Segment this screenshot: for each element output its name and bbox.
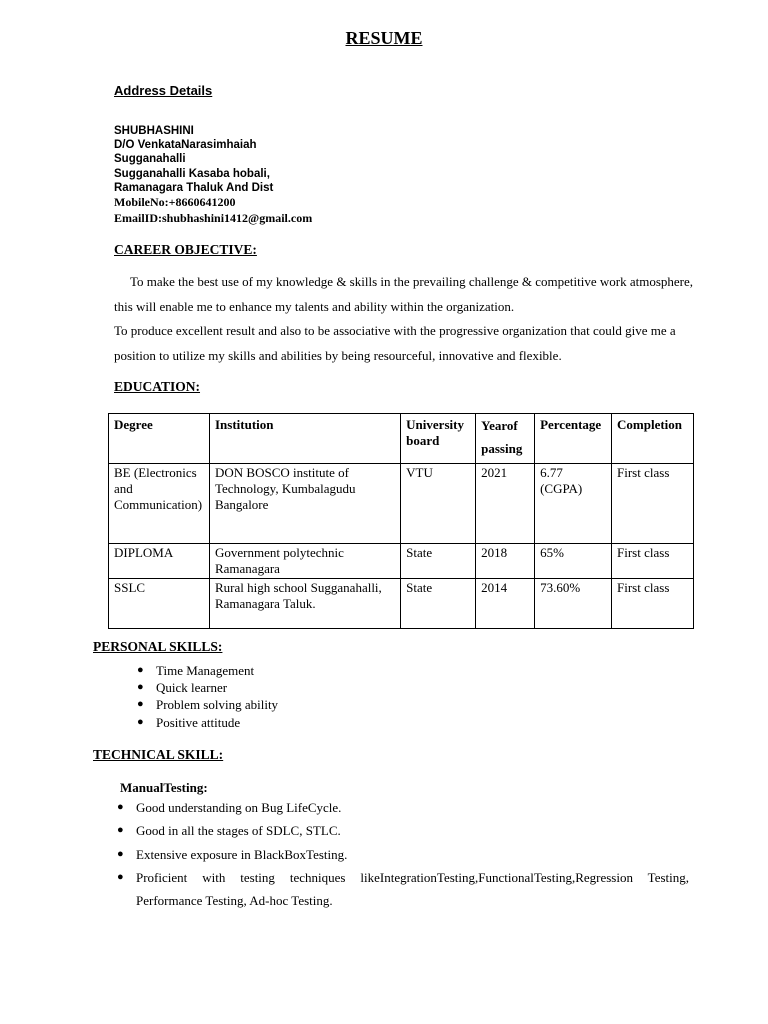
bullet-icon: ● xyxy=(137,698,144,711)
list-item: ● Quick learner xyxy=(137,680,228,696)
table-cell: First class xyxy=(612,579,694,629)
table-row xyxy=(109,579,694,629)
col-institution: Institution xyxy=(209,414,400,464)
page-title: RESUME xyxy=(345,28,423,48)
address-line: Sugganahalli xyxy=(114,153,186,166)
list-item: ● Positive attitude xyxy=(137,714,241,730)
address-line: Sugganahalli Kasaba hobali, xyxy=(114,167,270,180)
list-item: ● Problem solving ability xyxy=(137,697,279,713)
education-table xyxy=(108,413,694,629)
table-cell: State xyxy=(401,579,476,629)
career-objective-text xyxy=(114,270,694,368)
table-cell: 2018 xyxy=(476,544,535,579)
table-header-row xyxy=(109,414,694,464)
table-cell: Government polytechnic Ramanagara xyxy=(209,544,400,579)
candidate-name: SHUBHASHINI xyxy=(114,125,194,137)
list-item: ● Time Management xyxy=(137,663,255,678)
col-completion: Completion xyxy=(612,414,694,464)
table-cell: BE (Electronics and Communication) xyxy=(109,464,210,544)
list-item: ● Good in all the stages of SDLC, STLC. xyxy=(136,819,689,842)
bullet-icon: ● xyxy=(137,664,144,676)
col-percentage: Percentage xyxy=(535,414,612,464)
mobile-number: MobileNo:+8660641200 xyxy=(114,195,236,210)
personal-skills-heading: PERSONAL SKILLS: xyxy=(93,639,223,654)
table-cell: 2021 xyxy=(476,464,535,544)
col-university-board: University board xyxy=(401,414,476,464)
table-row xyxy=(109,464,694,544)
table-cell: DON BOSCO institute of Technology, Kumbalagudu Bangalore xyxy=(209,464,400,544)
address-block xyxy=(114,124,312,225)
table-cell: VTU xyxy=(401,464,476,544)
address-heading: Address Details xyxy=(114,83,213,98)
table-cell: 73.60% xyxy=(535,579,612,629)
list-item: ● Proficient with testing techniques likeIntegrationTesting,FunctionalTesting,Regression Testing, Performance Testing, Ad-hoc Testing. xyxy=(136,866,689,913)
table-cell: DIPLOMA xyxy=(109,544,210,579)
email-address: EmailID:shubhashini1412@gmail.com xyxy=(114,211,313,226)
list-item: ● Good understanding on Bug LifeCycle. xyxy=(136,796,689,819)
table-cell: First class xyxy=(612,464,694,544)
col-year-of-passing: Yearof passing xyxy=(476,414,535,464)
bullet-icon: ● xyxy=(117,847,124,860)
address-line: D/O VenkataNarasimhaiah xyxy=(114,139,257,152)
bullet-icon: ● xyxy=(117,870,124,883)
bullet-icon: ● xyxy=(137,715,144,728)
col-degree: Degree xyxy=(109,414,210,464)
personal-skills-list xyxy=(137,662,279,731)
objective-paragraph: To make the best use of my knowledge & skills in the prevailing challenge & competitive work atmosphere, this will enable me to enhance my talents and ability within the organization. xyxy=(114,274,694,314)
education-heading: EDUCATION: xyxy=(114,379,201,394)
career-objective-heading: CAREER OBJECTIVE: xyxy=(114,242,257,257)
bullet-icon: ● xyxy=(137,681,144,694)
table-cell: SSLC xyxy=(109,579,210,629)
manual-testing-subheading: ManualTesting: xyxy=(120,780,208,795)
table-cell: State xyxy=(401,544,476,579)
table-cell: First class xyxy=(612,544,694,579)
table-cell: 6.77 (CGPA) xyxy=(535,464,612,544)
objective-paragraph: To produce excellent result and also to be associative with the progressive organization that could give me a position to utilize my skills and abilities by being resourceful, innovative and flexible. xyxy=(114,323,676,363)
table-cell: 65% xyxy=(535,544,612,579)
bullet-icon: ● xyxy=(117,824,124,837)
table-cell: Rural high school Sugganahalli, Ramanagara Taluk. xyxy=(209,579,400,629)
table-cell: 2014 xyxy=(476,579,535,629)
table-row xyxy=(109,544,694,579)
bullet-icon: ● xyxy=(117,801,124,813)
address-line: Ramanagara Thaluk And Dist xyxy=(114,181,274,194)
technical-skill-heading: TECHNICAL SKILL: xyxy=(93,747,224,762)
list-item: ● Extensive exposure in BlackBoxTesting. xyxy=(136,843,689,866)
technical-skills-list xyxy=(117,796,689,912)
